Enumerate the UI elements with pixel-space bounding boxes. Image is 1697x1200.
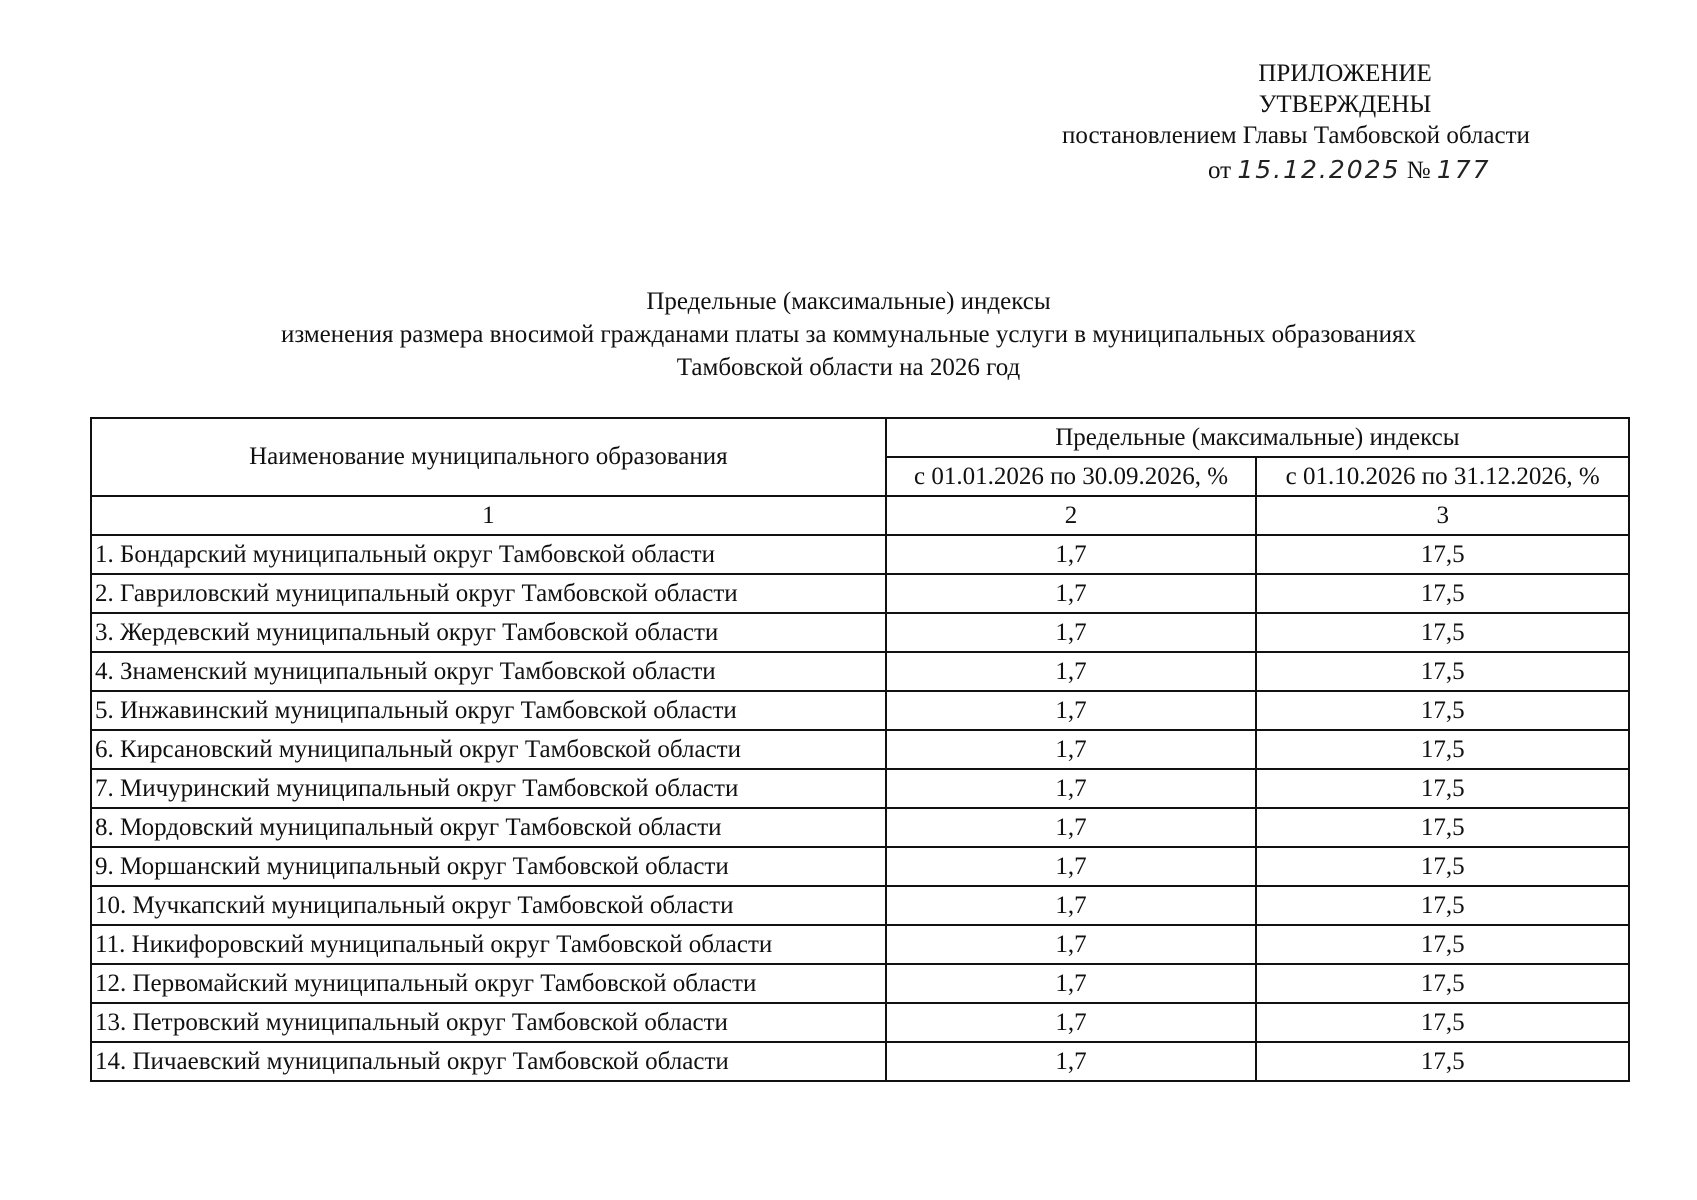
index-period-1-cell: 1,7 bbox=[886, 730, 1257, 769]
index-period-2-cell: 17,5 bbox=[1256, 1042, 1629, 1081]
table-row bbox=[91, 964, 1629, 1003]
header-period-2: с 01.10.2026 по 31.12.2026, % bbox=[1256, 457, 1629, 496]
index-period-2-cell: 17,5 bbox=[1256, 652, 1629, 691]
index-period-1-cell: 1,7 bbox=[886, 613, 1257, 652]
table-row bbox=[91, 1042, 1629, 1081]
index-period-1-cell: 1,7 bbox=[886, 652, 1257, 691]
municipality-name-cell: 5. Инжавинский муниципальный округ Тамбовской области bbox=[91, 691, 886, 730]
index-period-1-cell: 1,7 bbox=[886, 535, 1257, 574]
municipality-name-cell: 12. Первомайский муниципальный округ Тамбовской области bbox=[91, 964, 886, 1003]
handwritten-number: 177 bbox=[1436, 155, 1491, 184]
date-prefix: от bbox=[1208, 157, 1232, 184]
number-prefix: № bbox=[1406, 157, 1431, 184]
index-period-2-cell: 17,5 bbox=[1256, 808, 1629, 847]
column-number-row bbox=[91, 496, 1629, 535]
table-row bbox=[91, 847, 1629, 886]
appendix-block bbox=[1000, 58, 1660, 184]
index-period-1-cell: 1,7 bbox=[886, 925, 1257, 964]
table-row bbox=[91, 691, 1629, 730]
decree-date-line bbox=[1208, 154, 1491, 186]
municipality-name-cell: 6. Кирсановский муниципальный округ Тамбовской области bbox=[91, 730, 886, 769]
header-municipality: Наименование муниципального образования bbox=[91, 418, 886, 496]
municipality-name-cell: 8. Мордовский муниципальный округ Тамбовской области bbox=[91, 808, 886, 847]
index-period-2-cell: 17,5 bbox=[1256, 964, 1629, 1003]
document-title bbox=[0, 285, 1697, 384]
index-period-1-cell: 1,7 bbox=[886, 574, 1257, 613]
indices-table bbox=[90, 417, 1630, 1082]
municipality-name-cell: 7. Мичуринский муниципальный округ Тамбовской области bbox=[91, 769, 886, 808]
municipality-name-cell: 2. Гавриловский муниципальный округ Тамбовской области bbox=[91, 574, 886, 613]
index-period-2-cell: 17,5 bbox=[1256, 1003, 1629, 1042]
table-row bbox=[91, 652, 1629, 691]
header-period-1: с 01.01.2026 по 30.09.2026, % bbox=[886, 457, 1257, 496]
table-row bbox=[91, 808, 1629, 847]
municipality-name-cell: 3. Жердевский муниципальный округ Тамбовской области bbox=[91, 613, 886, 652]
title-line-3: Тамбовской области на 2026 год bbox=[676, 354, 1021, 381]
table-row bbox=[91, 613, 1629, 652]
index-period-2-cell: 17,5 bbox=[1256, 769, 1629, 808]
index-period-2-cell: 17,5 bbox=[1256, 613, 1629, 652]
table-row bbox=[91, 535, 1629, 574]
municipality-name-cell: 13. Петровский муниципальный округ Тамбовской области bbox=[91, 1003, 886, 1042]
index-period-2-cell: 17,5 bbox=[1256, 535, 1629, 574]
appendix-heading bbox=[1160, 58, 1530, 120]
title-line-2: изменения размера вносимой гражданами платы за коммунальные услуги в муниципальных образованиях bbox=[280, 321, 1417, 348]
municipality-name-cell: 9. Моршанский муниципальный округ Тамбовской области bbox=[91, 847, 886, 886]
municipality-name-cell: 10. Мучкапский муниципальный округ Тамбовской области bbox=[91, 886, 886, 925]
index-period-2-cell: 17,5 bbox=[1256, 574, 1629, 613]
table-body bbox=[91, 535, 1629, 1081]
index-period-2-cell: 17,5 bbox=[1256, 847, 1629, 886]
index-period-1-cell: 1,7 bbox=[886, 964, 1257, 1003]
table-row bbox=[91, 925, 1629, 964]
column-number: 1 bbox=[91, 496, 886, 535]
column-number: 3 bbox=[1256, 496, 1629, 535]
index-period-2-cell: 17,5 bbox=[1256, 925, 1629, 964]
column-number: 2 bbox=[886, 496, 1257, 535]
index-period-1-cell: 1,7 bbox=[886, 1003, 1257, 1042]
index-period-1-cell: 1,7 bbox=[886, 808, 1257, 847]
header-indices-group: Предельные (максимальные) индексы bbox=[886, 418, 1629, 457]
table-row bbox=[91, 886, 1629, 925]
municipality-name-cell: 4. Знаменский муниципальный округ Тамбовской области bbox=[91, 652, 886, 691]
municipality-name-cell: 11. Никифоровский муниципальный округ Тамбовской области bbox=[91, 925, 886, 964]
index-period-2-cell: 17,5 bbox=[1256, 691, 1629, 730]
index-period-1-cell: 1,7 bbox=[886, 769, 1257, 808]
municipality-name-cell: 14. Пичаевский муниципальный округ Тамбовской области bbox=[91, 1042, 886, 1081]
table-row bbox=[91, 769, 1629, 808]
handwritten-date: 15.12.2025 bbox=[1237, 155, 1401, 184]
municipality-name-cell: 1. Бондарский муниципальный округ Тамбовской области bbox=[91, 535, 886, 574]
approver-line: постановлением Главы Тамбовской области bbox=[1062, 122, 1530, 149]
table-row bbox=[91, 1003, 1629, 1042]
title-line-1: Предельные (максимальные) индексы bbox=[646, 288, 1051, 315]
table-row bbox=[91, 574, 1629, 613]
index-period-1-cell: 1,7 bbox=[886, 886, 1257, 925]
header-row bbox=[91, 418, 1629, 457]
index-period-1-cell: 1,7 bbox=[886, 691, 1257, 730]
table-row bbox=[91, 730, 1629, 769]
index-period-2-cell: 17,5 bbox=[1256, 886, 1629, 925]
approved-label: УТВЕРЖДЕНЫ bbox=[1258, 91, 1432, 118]
index-period-1-cell: 1,7 bbox=[886, 1042, 1257, 1081]
appendix-label: ПРИЛОЖЕНИЕ bbox=[1258, 60, 1432, 87]
index-period-1-cell: 1,7 bbox=[886, 847, 1257, 886]
index-period-2-cell: 17,5 bbox=[1256, 730, 1629, 769]
